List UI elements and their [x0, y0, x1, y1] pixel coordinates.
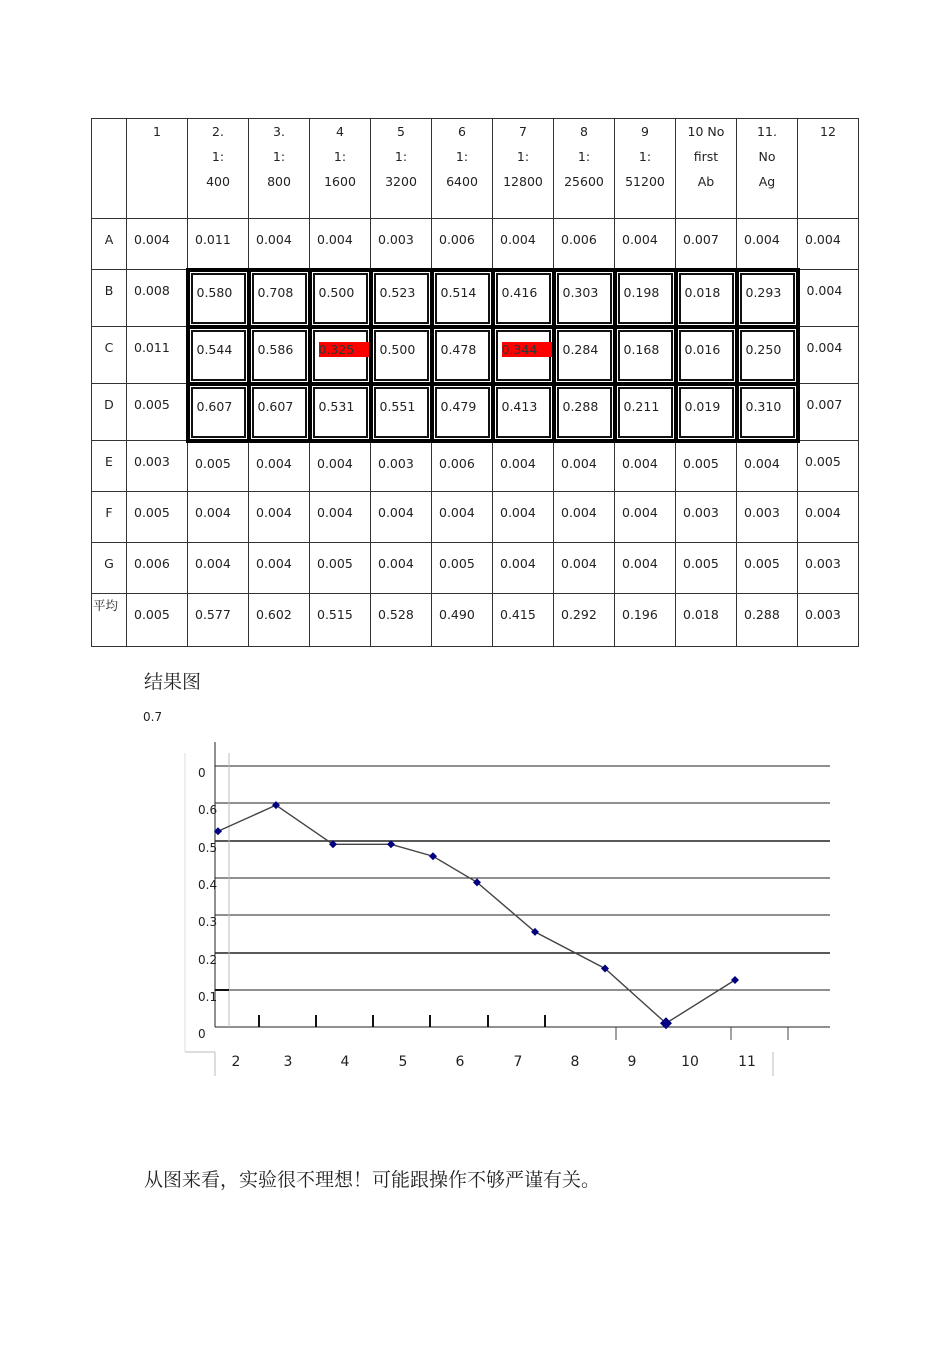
x-tick-label: 6	[455, 1054, 465, 1070]
column-header-line: 3200	[385, 174, 417, 189]
column-header-line: 7	[519, 124, 527, 139]
column-header-line: Ab	[697, 174, 715, 189]
column-header-line: 5	[397, 124, 405, 139]
column-header-line: 12	[820, 124, 836, 139]
y-axis-top-label: 0.7	[143, 710, 163, 724]
table-cell: 0.005	[432, 543, 493, 594]
row-label: E	[92, 441, 127, 492]
table-cell: 0.005	[737, 543, 798, 594]
table-cell: 0.004	[554, 441, 615, 492]
table-cell: 0.416	[493, 270, 554, 327]
table-cell: 0.018	[676, 270, 737, 327]
table-cell: 0.004	[493, 441, 554, 492]
table-cell: 0.003	[737, 492, 798, 543]
data-point	[429, 852, 437, 860]
table-cell: 0.003	[798, 543, 859, 594]
column-header-line: 1600	[324, 174, 356, 189]
table-cell: 0.478	[432, 327, 493, 384]
table-cell: 0.003	[798, 594, 859, 647]
table-cell: 0.577	[188, 594, 249, 647]
x-tick-label: 11	[738, 1054, 756, 1070]
column-header-line: Ag	[758, 174, 776, 189]
table-cell: 0.004	[493, 492, 554, 543]
highlighted-value: 0.325	[319, 342, 371, 357]
table-cell: 0.005	[798, 441, 859, 492]
y-tick-label: 0	[198, 1027, 206, 1041]
table-cell: 0.006	[432, 219, 493, 270]
table-cell: 0.500	[371, 327, 432, 384]
x-tick-label: 10	[681, 1054, 699, 1070]
column-header-line: 1:	[577, 149, 591, 164]
table-cell: 0.004	[249, 492, 310, 543]
table-cell: 0.004	[615, 219, 676, 270]
table-cell: 0.003	[676, 492, 737, 543]
table-cell: 0.003	[127, 441, 188, 492]
column-header-line: 6	[458, 124, 466, 139]
table-cell: 0.168	[615, 327, 676, 384]
table-cell: 0.004	[249, 441, 310, 492]
table-cell: 0.586	[249, 327, 310, 384]
x-tick-label: 4	[340, 1054, 350, 1070]
column-header-line: 3.	[273, 124, 285, 139]
table-cell: 0.004	[493, 543, 554, 594]
column-header-line: 1:	[333, 149, 347, 164]
table-cell: 0.004	[554, 492, 615, 543]
column-header-line: 1:	[394, 149, 408, 164]
table-cell: 0.196	[615, 594, 676, 647]
table-cell: 0.004	[798, 219, 859, 270]
table-cell: 0.019	[676, 384, 737, 441]
table-cell: 0.006	[432, 441, 493, 492]
column-header-line: No	[758, 149, 776, 164]
table-cell: 0.004	[615, 441, 676, 492]
table-cell: 0.500	[310, 270, 371, 327]
x-tick-label: 9	[627, 1054, 637, 1070]
table-cell: 0.004	[127, 219, 188, 270]
x-tick-label: 7	[513, 1054, 523, 1070]
row-label: F	[92, 492, 127, 543]
table-cell: 0.288	[554, 384, 615, 441]
row-label: 平均	[92, 594, 127, 647]
table-cell: 0.211	[615, 384, 676, 441]
column-header-line: 1	[153, 124, 161, 139]
column-header-line: 9	[641, 124, 649, 139]
table-cell: 0.004	[249, 543, 310, 594]
table-cell: 0.005	[676, 441, 737, 492]
table-cell: 0.708	[249, 270, 310, 327]
column-header-line: 1:	[455, 149, 469, 164]
table-cell: 0.004	[798, 327, 859, 384]
table-cell: 0.415	[493, 594, 554, 647]
table-cell: 0.284	[554, 327, 615, 384]
table-cell: 0.004	[737, 219, 798, 270]
table-cell: 0.303	[554, 270, 615, 327]
table-cell: 0.008	[127, 270, 188, 327]
table-cell: 0.288	[737, 594, 798, 647]
y-tick-label: 0.1	[198, 990, 218, 1004]
y-tick-label: 0	[198, 766, 206, 780]
table-cell: 0.293	[737, 270, 798, 327]
column-header-line: 1:	[272, 149, 286, 164]
row-label: A	[92, 219, 127, 270]
column-header-line: first	[693, 149, 719, 164]
column-header-line: 1:	[211, 149, 225, 164]
table-cell: 0.003	[371, 219, 432, 270]
data-point	[731, 976, 739, 984]
table-cell: 0.004	[615, 492, 676, 543]
table-cell: 0.310	[737, 384, 798, 441]
table-cell: 0.004	[798, 270, 859, 327]
table-cell: 0.016	[676, 327, 737, 384]
table-cell: 0.004	[798, 492, 859, 543]
table-cell: 0.250	[737, 327, 798, 384]
table-cell: 0.531	[310, 384, 371, 441]
table-cell: 0.544	[188, 327, 249, 384]
table-cell: 0.005	[310, 543, 371, 594]
table-cell: 0.004	[188, 543, 249, 594]
column-header-line: 8	[580, 124, 588, 139]
table-cell: 0.514	[432, 270, 493, 327]
table-cell: 0.018	[676, 594, 737, 647]
table-cell: 0.004	[615, 543, 676, 594]
column-header-line: 6400	[446, 174, 478, 189]
table-cell: 0.413	[493, 384, 554, 441]
table-cell: 0.004	[371, 543, 432, 594]
x-tick-label: 2	[231, 1054, 241, 1070]
table-cell: 0.007	[798, 384, 859, 441]
y-tick-label: 0.3	[198, 915, 218, 929]
table-cell: 0.551	[371, 384, 432, 441]
table-cell: 0.523	[371, 270, 432, 327]
column-header-line: 25600	[564, 174, 604, 189]
table-cell: 0.607	[249, 384, 310, 441]
table-cell: 0.580	[188, 270, 249, 327]
y-tick-label: 0.6	[198, 803, 218, 817]
data-point	[272, 801, 280, 809]
table-cell: 0.528	[371, 594, 432, 647]
row-label: G	[92, 543, 127, 594]
table-cell: 0.004	[493, 219, 554, 270]
table-cell: 0.007	[676, 219, 737, 270]
table-cell: 0.004	[737, 441, 798, 492]
x-tick-label: 3	[283, 1054, 293, 1070]
table-cell: 0.004	[188, 492, 249, 543]
conclusion-text: 从图来看，实验很不理想！可能跟操作不够严谨有关。	[144, 1169, 601, 1191]
table-cell: 0.602	[249, 594, 310, 647]
table-cell: 0.005	[127, 384, 188, 441]
table-cell: 0.005	[127, 492, 188, 543]
table-cell: 0.011	[188, 219, 249, 270]
row-label: C	[92, 327, 127, 384]
y-tick-label: 0.4	[198, 878, 218, 892]
table-cell: 0.490	[432, 594, 493, 647]
table-cell: 0.006	[127, 543, 188, 594]
table-cell: 0.004	[249, 219, 310, 270]
table-cell: 0.004	[310, 219, 371, 270]
row-label: D	[92, 384, 127, 441]
row-label: B	[92, 270, 127, 327]
table-cell: 0.004	[554, 543, 615, 594]
column-header-line: 11.	[757, 124, 777, 139]
table-cell: 0.292	[554, 594, 615, 647]
table-cell: 0.006	[554, 219, 615, 270]
x-tick-label: 8	[570, 1054, 580, 1070]
table-cell: 0.004	[310, 492, 371, 543]
result-figure-caption: 结果图	[144, 671, 202, 693]
table-cell: 0.005	[127, 594, 188, 647]
column-header-line: 1:	[638, 149, 652, 164]
table-cell: 0.607	[188, 384, 249, 441]
table-cell: 0.198	[615, 270, 676, 327]
highlighted-value: 0.344	[502, 342, 554, 357]
column-header-line: 2.	[212, 124, 224, 139]
table-cell: 0.005	[676, 543, 737, 594]
table-cell: 0.004	[310, 441, 371, 492]
table-cell: 0.515	[310, 594, 371, 647]
column-header-line: 10 No	[687, 124, 725, 139]
column-header-line: 1:	[516, 149, 530, 164]
column-header-line: 12800	[503, 174, 543, 189]
table-cell: 0.479	[432, 384, 493, 441]
column-header-line: 400	[206, 174, 230, 189]
table-cell: 0.005	[188, 441, 249, 492]
x-tick-label: 5	[398, 1054, 408, 1070]
table-cell: 0.004	[432, 492, 493, 543]
table-cell: 0.004	[371, 492, 432, 543]
table-cell: 0.011	[127, 327, 188, 384]
y-tick-label: 0.2	[198, 953, 218, 967]
column-header-line: 800	[267, 174, 291, 189]
y-tick-label: 0.5	[198, 841, 218, 855]
table-cell: 0.003	[371, 441, 432, 492]
column-header-line: 4	[336, 124, 344, 139]
column-header-line: 51200	[625, 174, 665, 189]
series-line	[218, 805, 735, 1023]
